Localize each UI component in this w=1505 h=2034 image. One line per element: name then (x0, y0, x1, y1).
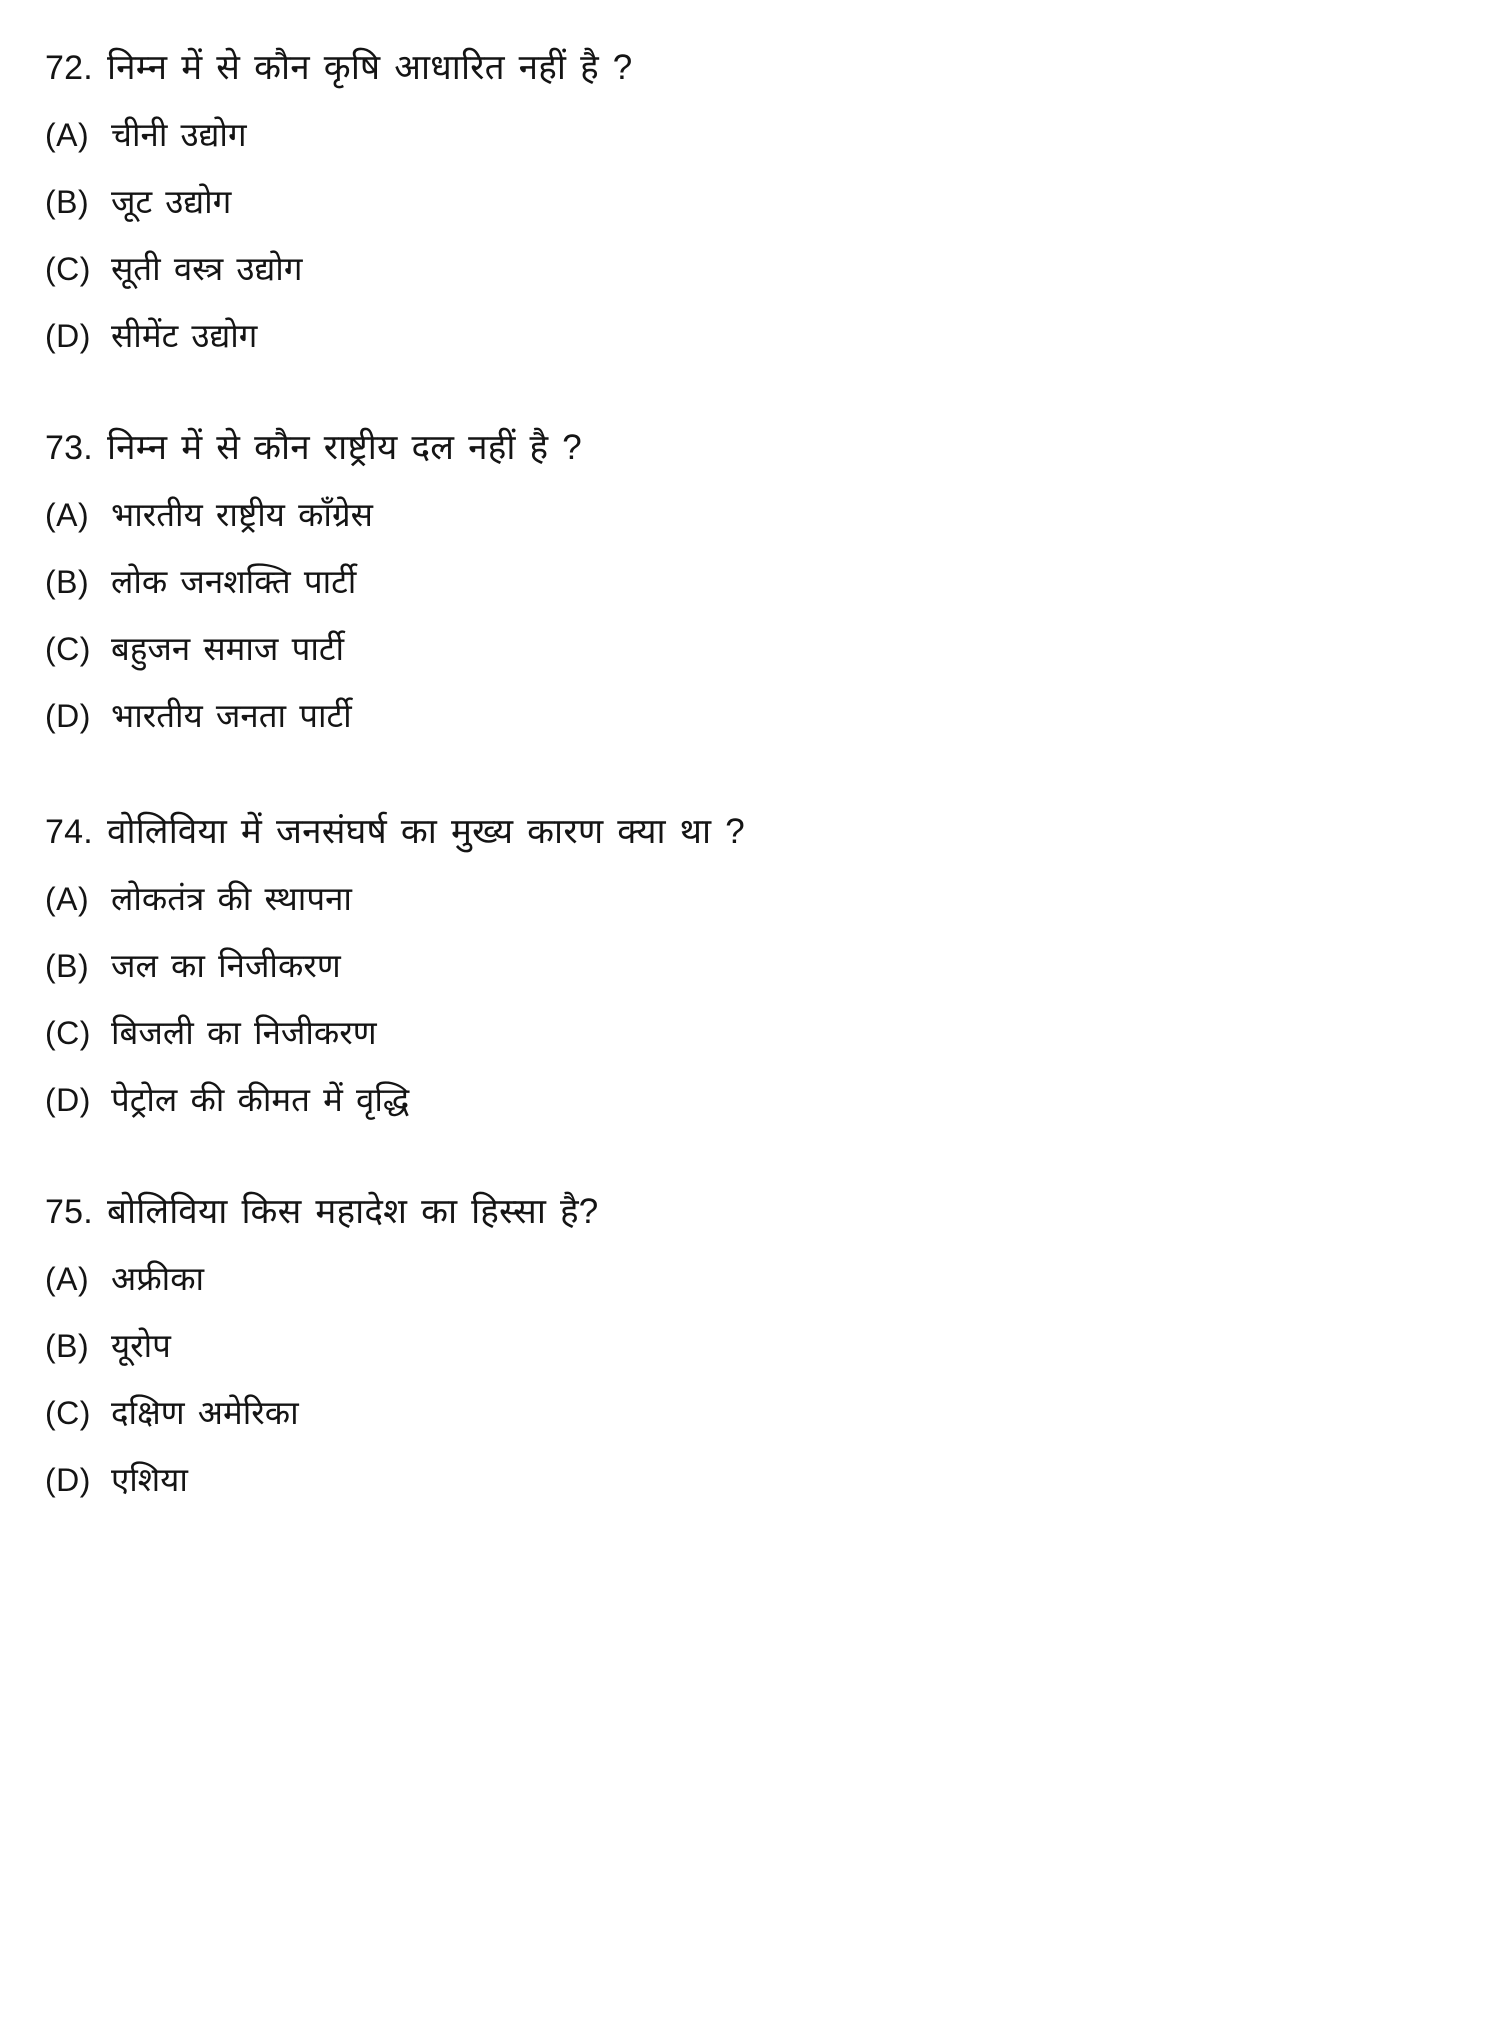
option-label: (D) (45, 1082, 91, 1119)
option-label: (C) (45, 1395, 91, 1432)
option-row[interactable] (45, 1327, 1445, 1365)
option-row[interactable] (45, 317, 1445, 355)
option-label: (B) (45, 184, 90, 221)
option-label: (A) (45, 497, 90, 534)
option-label: (B) (45, 564, 90, 601)
option-text: यूरोप (111, 1327, 171, 1365)
option-text: सूती वस्त्र उद्योग (111, 250, 303, 288)
question-number: 74. (45, 813, 93, 852)
option-row[interactable] (45, 947, 1445, 985)
question-text: निम्न में से कौन कृषि आधारित नहीं है ? (107, 48, 633, 87)
option-row[interactable] (45, 1081, 1445, 1119)
option-label: (A) (45, 1261, 90, 1298)
option-label: (D) (45, 1462, 91, 1499)
option-row[interactable] (45, 697, 1445, 735)
option-row[interactable] (45, 1394, 1445, 1432)
question-number: 73. (45, 429, 93, 468)
question-line (45, 811, 1445, 852)
option-row[interactable] (45, 563, 1445, 601)
question-block-75 (45, 1191, 1445, 1499)
question-block-72 (45, 47, 1445, 355)
option-text: सीमेंट उद्योग (111, 317, 258, 355)
question-list (40, 47, 1445, 1499)
option-text: चीनी उद्योग (111, 116, 247, 154)
option-text: जल का निजीकरण (111, 947, 341, 985)
question-block-74 (45, 811, 1445, 1119)
option-text: बिजली का निजीकरण (111, 1014, 377, 1052)
option-row[interactable] (45, 630, 1445, 668)
option-label: (A) (45, 881, 90, 918)
option-text: बहुजन समाज पार्टी (111, 630, 345, 668)
option-row[interactable] (45, 880, 1445, 918)
option-label: (A) (45, 117, 90, 154)
option-list (45, 496, 1445, 735)
option-text: लोक जनशक्ति पार्टी (111, 563, 357, 601)
question-text: निम्न में से कौन राष्ट्रीय दल नहीं है ? (107, 428, 582, 468)
option-text: एशिया (111, 1461, 188, 1499)
option-text: पेट्रोल की कीमत में वृद्धि (111, 1081, 410, 1119)
question-line (45, 47, 1445, 88)
option-list (45, 1260, 1445, 1499)
option-list (45, 880, 1445, 1119)
option-text: अफ्रीका (111, 1260, 205, 1298)
option-row[interactable] (45, 1014, 1445, 1052)
question-text: वोलिविया में जनसंघर्ष का मुख्य कारण क्या था ? (107, 812, 745, 852)
option-row[interactable] (45, 116, 1445, 154)
question-number: 75. (45, 1193, 93, 1232)
option-row[interactable] (45, 1461, 1445, 1499)
option-label: (B) (45, 948, 90, 985)
option-text: दक्षिण अमेरिका (111, 1394, 299, 1432)
question-number: 72. (45, 49, 93, 87)
question-line (45, 427, 1445, 468)
option-label: (C) (45, 251, 91, 288)
option-text: जूट उद्योग (111, 183, 232, 221)
option-text: लोकतंत्र की स्थापना (111, 880, 352, 918)
option-row[interactable] (45, 250, 1445, 288)
option-label: (D) (45, 318, 91, 355)
option-row[interactable] (45, 183, 1445, 221)
option-text: भारतीय जनता पार्टी (111, 697, 352, 735)
question-line (45, 1191, 1445, 1232)
option-label: (C) (45, 1015, 91, 1052)
option-text: भारतीय राष्ट्रीय काँग्रेस (111, 496, 373, 534)
option-label: (C) (45, 631, 91, 668)
option-list (45, 116, 1445, 355)
option-row[interactable] (45, 496, 1445, 534)
option-row[interactable] (45, 1260, 1445, 1298)
option-label: (B) (45, 1328, 90, 1365)
option-label: (D) (45, 698, 91, 735)
question-block-73 (45, 427, 1445, 735)
question-text: बोलिविया किस महादेश का हिस्सा है? (107, 1192, 599, 1232)
